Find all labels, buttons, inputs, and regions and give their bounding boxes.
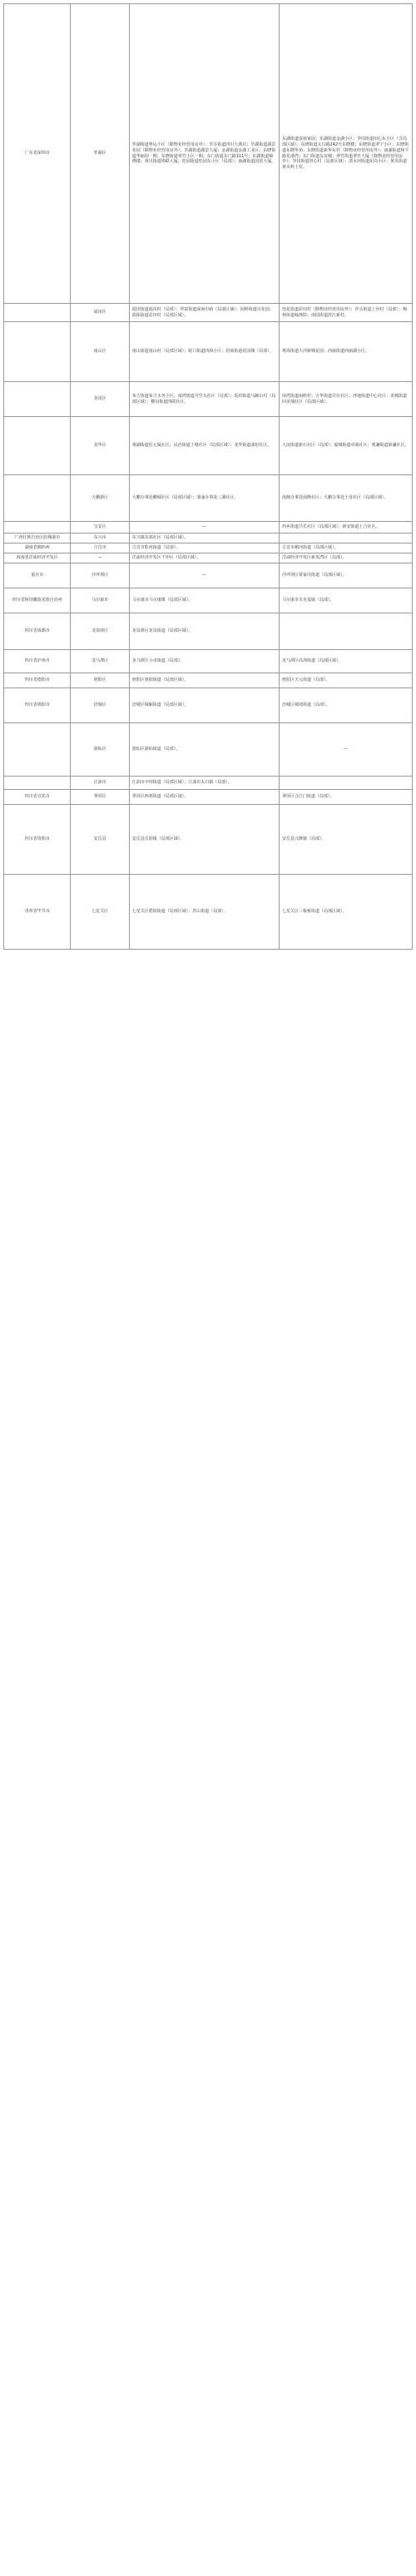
district-cell: 大鹏新区 (71, 475, 129, 522)
province-cell: 四川省宜宾市 (4, 789, 71, 804)
high-cell: 洋浦经济开发区干冲区（局部区域）。 (129, 553, 279, 563)
district-cell: 福田区 (71, 304, 129, 322)
mid-cell: 东湖街道富丽家园；东湖街道金湖小区；笋岗街道田心东小区（含局部区域）；东晓街道太白路242号东晓楼；东晓街道翠宁小区；东晓街道东晓华苑；东晓街道新华东村（除物业经营用房外）；南湖街道和平路星港湾；东门街道友谊城；翠竹街道翠竹大厦（除物业经营用房外）；笋岗街道田心村（局部区域）；清水河街道泥岗小区；黄贝街道黄贝岭上村。 (280, 4, 413, 304)
mid-cell: 莲花街道彩田村（除物业经营用房外）；沙头街道上沙村（局部）；梅林街道翰林院；南园街道滨江新村。 (280, 304, 413, 322)
mid-cell: 旌阳区天元街道（局部）。 (280, 673, 413, 687)
risk-area-table (3, 3, 413, 950)
district-cell: 安岳县 (71, 804, 129, 874)
high-cell: 南山街道南山村（局部区域）；蛇口街道四海小区；招商街道花园城（局部）。 (129, 322, 279, 382)
mid-cell: 西乡街道共乐社区（局部区域）；新安街道上合社区。 (280, 522, 413, 534)
mid-cell: 马尔康市卓克基镇（局部）。 (280, 588, 413, 613)
high-cell: 龙泉驿区龙泉街道（局部区域）。 (129, 613, 279, 649)
mid-cell: 涪城区城郊街道（局部）。 (280, 687, 413, 722)
high-cell: — (129, 563, 279, 588)
table-row (4, 722, 413, 776)
district-cell: 南山区 (71, 322, 129, 382)
mid-cell: 吉首市峒河街道（局部区域）。 (280, 543, 413, 553)
province-cell: 湖南省湘西州 (4, 543, 71, 553)
district-cell: 东兴市 (71, 534, 129, 543)
table-row (4, 804, 413, 874)
mid-cell: 龙马潭区高坝街道（局部区域）。 (280, 649, 413, 673)
high-cell: — (129, 522, 279, 534)
district-cell: 宝安区 (71, 522, 129, 534)
table-row (4, 382, 413, 417)
mid-cell (280, 534, 413, 543)
mid-cell: 南湾街道南岭村；吉华街道甘坑社区；坪地街道中心社区；龙城街道回龙埔社区（局部区域）。 (280, 382, 413, 417)
mid-cell: 洋浦经济开发区新英湾区（局部）。 (280, 553, 413, 563)
province-cell: 四川省绵阳市 (4, 687, 71, 722)
high-cell: 翠屏区西郊街道（局部区域）。 (129, 789, 279, 804)
district-cell: 龙马潭区 (71, 649, 129, 673)
high-cell: 大鹏办事处鹏城社区（局部区域）；葵涌办事处三溪社区。 (129, 475, 279, 522)
high-cell: 龙马潭区小市街道（局部）。 (129, 649, 279, 673)
district-cell: — (71, 553, 129, 563)
province-cell (4, 382, 71, 417)
table-row (4, 304, 413, 322)
high-cell: 江油市中坝街道（局部区域）；江油市太白镇（局部）。 (129, 776, 279, 789)
province-cell: 四川省阿坝藏族羌族自治州 (4, 588, 71, 613)
table-row (4, 649, 413, 673)
table-row (4, 563, 413, 588)
province-cell (4, 417, 71, 475)
high-cell: 游仙区游仙街道（局部）。 (129, 722, 279, 776)
mid-cell (280, 613, 413, 649)
district-cell: 龙泉驿区 (71, 613, 129, 649)
province-cell: 海南省洋浦经济开发区 (4, 553, 71, 563)
mid-cell: 粤海街道大冲新城花园；西丽街道西丽湖小区。 (280, 322, 413, 382)
province-cell (4, 475, 71, 522)
province-cell: 四川省成都市 (4, 613, 71, 649)
mid-cell (280, 776, 413, 789)
high-cell: 东兴镇东郊社区（局部区域）。 (129, 534, 279, 543)
district-cell: 沙坪坝区 (71, 563, 129, 588)
mid-cell: 翠屏区合江门街道（局部）。 (280, 789, 413, 804)
table-row (4, 613, 413, 649)
province-cell: 广东省深圳市 (4, 4, 71, 304)
table-row (4, 534, 413, 543)
mid-cell: 安岳县兴隆镇（局部）。 (280, 804, 413, 874)
table-row (4, 673, 413, 687)
table-row (4, 417, 413, 475)
high-cell: 观湖街道松元厦社区；民治街道上塘社区（局部区域）；龙华街道油松社区。 (129, 417, 279, 475)
district-cell: 马尔康市 (71, 588, 129, 613)
mid-cell: — (280, 722, 413, 776)
high-cell: 安岳县岳阳镇（局部区域）。 (129, 804, 279, 874)
district-cell: 七星关区 (71, 874, 129, 949)
table-row (4, 588, 413, 613)
mid-cell: 沙坪坝区覃家岗街道（局部区域）。 (280, 563, 413, 588)
district-cell: 江油市 (71, 776, 129, 789)
table-row (4, 789, 413, 804)
high-cell: 罗湖街道粤运小区（除物业经营用房外）；萃芬街道四川大酒店；萃湖街道湖景花园（除物业经营用房外）；萃湖街道湖景大厦；金湖街道金湖工业区；东晓街道华丽园一期；东晓街道翠竹小区一期；东门街道东门路111号；东湖街道锦绣楼；黄贝街道锦联大厦；桂园街道松园东小区（局部）；南湖街道国贸大厦。 (129, 4, 279, 304)
district-cell: 涪城区 (71, 687, 129, 722)
table-row (4, 553, 413, 563)
province-cell: 贵州省毕节市 (4, 874, 71, 949)
table-row (4, 475, 413, 522)
district-cell: 龙华区 (71, 417, 129, 475)
table-row (4, 687, 413, 722)
high-cell: 旌阳区旌阳街道（局部区域）。 (129, 673, 279, 687)
province-cell (4, 776, 71, 789)
table-row (4, 543, 413, 553)
province-cell: 四川省德阳市 (4, 673, 71, 687)
high-cell: 涪城区城厢街道（局部区域）。 (129, 687, 279, 722)
province-cell (4, 522, 71, 534)
table-row (4, 4, 413, 304)
mid-cell: 大浪街道新石社区（局部）；福城街道章阁社区；观澜街道新澜社区。 (280, 417, 413, 475)
table-row (4, 322, 413, 382)
high-cell: 马尔康市马尔康镇（局部区域）。 (129, 588, 279, 613)
mid-cell: 七星关区三板桥街道（局部区域）。 (280, 874, 413, 949)
high-cell: 吉首市乾州街道（局部）。 (129, 543, 279, 553)
province-cell: 四川省资阳市 (4, 804, 71, 874)
mid-cell: 南澳办事处南隆社区；大鹏办事处王母社区（局部区域）。 (280, 475, 413, 522)
high-cell: 福田街道福田村（局部）；华富街道深南中路（局部区域）；园岭街道百花园；福保街道益田村（局部区域）。 (129, 304, 279, 322)
district-cell: 龙岗区 (71, 382, 129, 417)
district-cell: 罗湖区 (71, 4, 129, 304)
district-cell: 旌阳区 (71, 673, 129, 687)
table-row (4, 874, 413, 949)
high-cell: 七星关区碧阳街道（局部区域）；洪山街道（局部）。 (129, 874, 279, 949)
province-cell: 广西壮族自治区防城港市 (4, 534, 71, 543)
province-cell (4, 322, 71, 382)
province-cell (4, 722, 71, 776)
province-cell (4, 304, 71, 322)
province-cell: 四川省泸州市 (4, 649, 71, 673)
district-cell: 翠屏区 (71, 789, 129, 804)
province-cell: 重庆市 (4, 563, 71, 588)
district-cell: 游仙区 (71, 722, 129, 776)
table-row (4, 776, 413, 789)
high-cell: 布吉街道布吉水务小区；南湾街道丹竹头社区（局部）；坂田街道马蹄山村（局部区域）；横岗街道四联社区。 (129, 382, 279, 417)
district-cell: 吉首市 (71, 543, 129, 553)
table-row (4, 522, 413, 534)
